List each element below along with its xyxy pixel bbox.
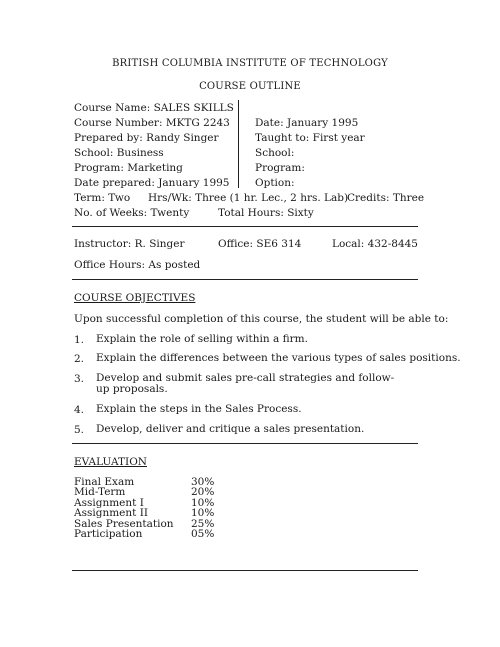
evaluation-label: Final Exam	[74, 476, 135, 488]
objective-number: 3.	[74, 373, 85, 385]
evaluation-label: Sales Presentation	[74, 518, 174, 530]
objective-number: 5.	[74, 424, 85, 436]
objective-text: Explain the differences between the various types of sales positions.	[96, 352, 461, 364]
option: Option:	[255, 177, 295, 189]
institution-title: BRITISH COLUMBIA INSTITUTE OF TECHNOLOGY	[112, 58, 388, 69]
evaluation-label: Participation	[74, 528, 143, 540]
office: Office: SE6 314	[218, 238, 302, 250]
term: Term: Two	[74, 192, 131, 204]
school: School: Business	[74, 147, 164, 159]
evaluation-weight: 10%	[191, 497, 215, 509]
evaluation-weight: 30%	[191, 476, 215, 488]
divider-2	[72, 279, 418, 280]
program-right: Program:	[255, 162, 305, 174]
objective-text: Develop and submit sales pre-call strategies and follow-up proposals.	[96, 372, 395, 395]
date-prepared: Date prepared: January 1995	[74, 177, 230, 189]
evaluation-weight: 20%	[191, 486, 215, 498]
office-hours: Office Hours: As posted	[74, 259, 201, 271]
evaluation-label: Assignment I	[74, 497, 144, 509]
evaluation-weight: 10%	[191, 507, 215, 519]
info-divider	[238, 100, 239, 188]
objective-number: 4.	[74, 404, 85, 416]
divider-1	[72, 226, 418, 227]
objectives-heading: COURSE OBJECTIVES	[74, 292, 196, 304]
objective-number: 1.	[74, 334, 85, 346]
program: Program: Marketing	[74, 162, 183, 174]
divider-4	[72, 570, 418, 571]
objective-text: Explain the role of selling within a firm.	[96, 333, 308, 345]
evaluation-label: Assignment II	[74, 507, 148, 519]
evaluation-weight: 25%	[191, 518, 215, 530]
objective-text: Explain the steps in the Sales Process.	[96, 403, 302, 415]
instructor: Instructor: R. Singer	[74, 238, 185, 250]
school-right: School:	[255, 147, 295, 159]
prepared-by: Prepared by: Randy Singer	[74, 132, 219, 144]
date: Date: January 1995	[255, 117, 359, 129]
evaluation-heading: EVALUATION	[74, 456, 147, 468]
number-of-weeks: No. of Weeks: Twenty	[74, 207, 190, 219]
document-title: COURSE OUTLINE	[199, 81, 301, 92]
total-hours: Total Hours: Sixty	[218, 207, 314, 219]
objectives-intro: Upon successful completion of this course, the student will be able to:	[74, 313, 449, 325]
evaluation-label: Mid-Term	[74, 486, 126, 498]
hours-per-week: Hrs/Wk: Three (1 hr. Lec., 2 hrs. Lab)	[148, 192, 349, 204]
divider-3	[72, 443, 418, 444]
taught-to: Taught to: First year	[255, 132, 365, 144]
credits: Credits: Three	[347, 192, 425, 204]
course-number: Course Number: MKTG 2243	[74, 117, 230, 129]
objective-number: 2.	[74, 353, 85, 365]
local-extension: Local: 432-8445	[332, 238, 418, 250]
course-name: Course Name: SALES SKILLS	[74, 102, 234, 114]
evaluation-weight: 05%	[191, 528, 215, 540]
objective-text: Develop, deliver and critique a sales presentation.	[96, 423, 365, 435]
